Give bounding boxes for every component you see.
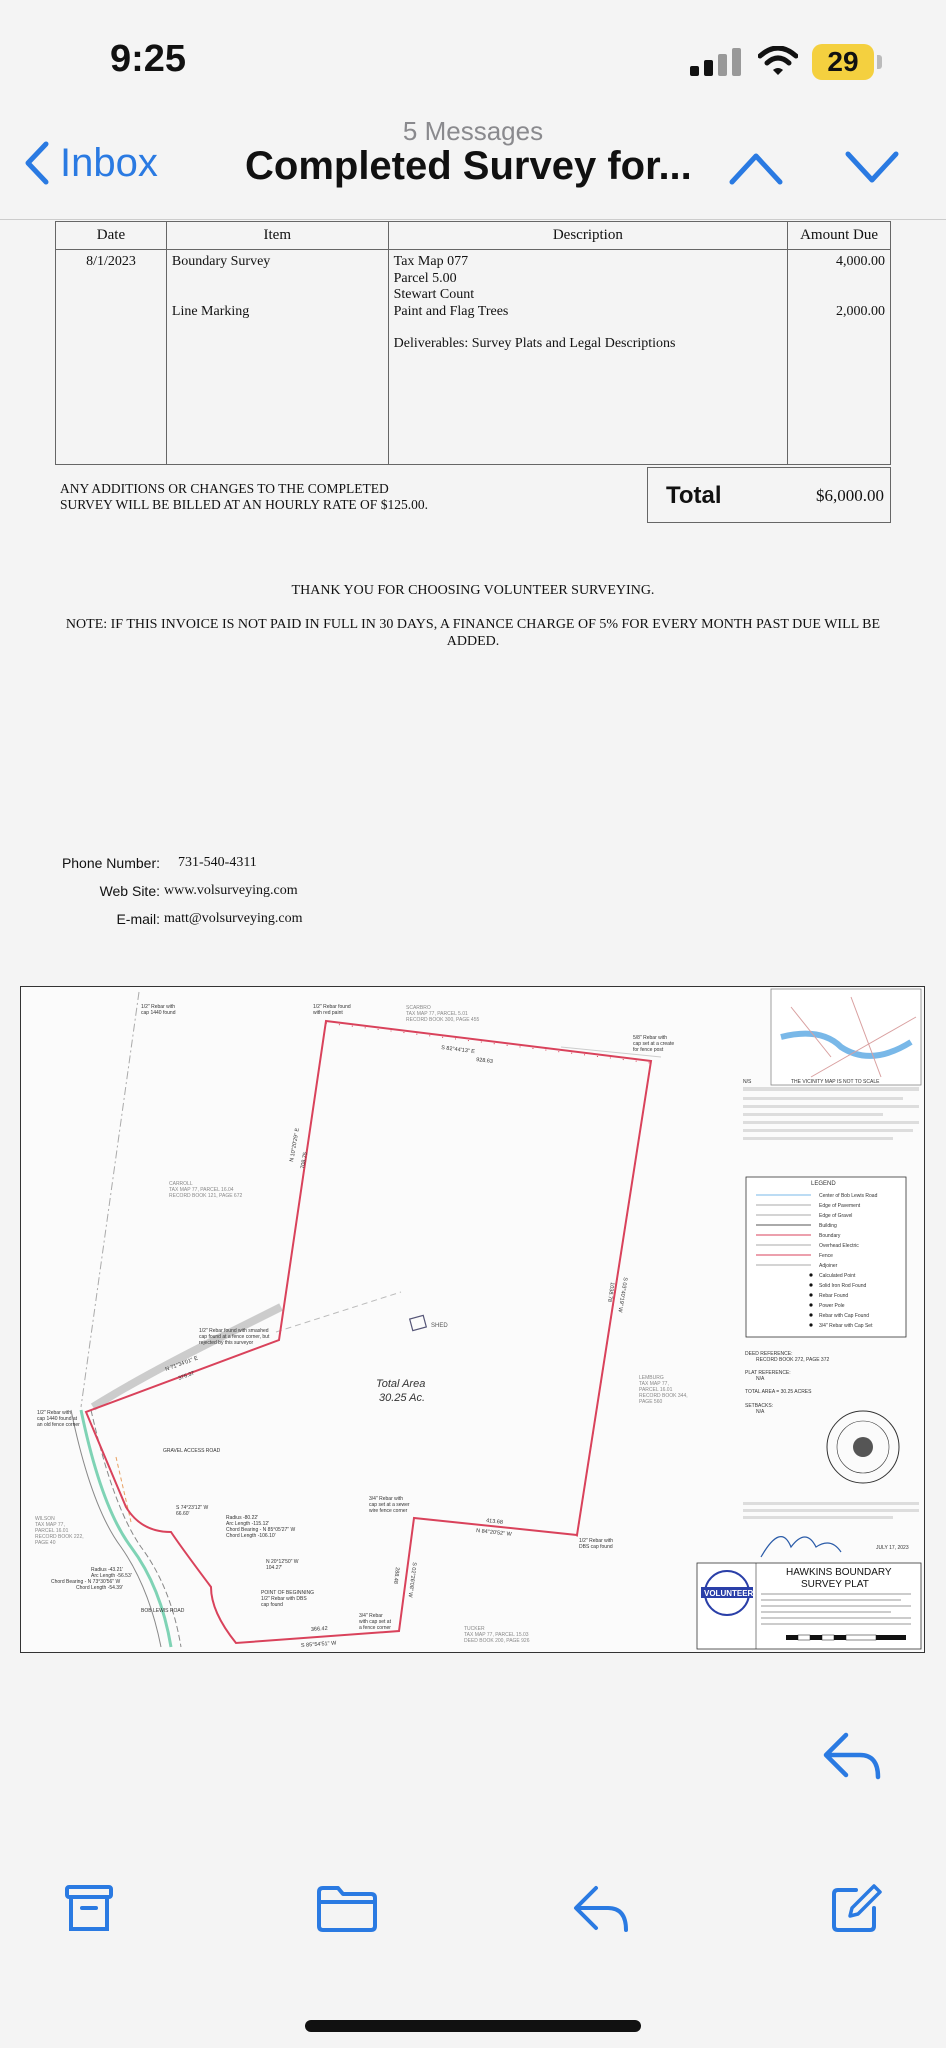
header-amount: Amount Due	[788, 222, 891, 250]
phone-value[interactable]: 731-540-4311	[178, 855, 257, 870]
total-box	[647, 467, 891, 523]
desc-2: Parcel 5.00	[393, 270, 457, 286]
curve-2: Radius -80.22'	[226, 1515, 259, 1521]
note-rebar-nw-2: cap 1440 found	[141, 1010, 176, 1016]
home-indicator	[305, 2020, 641, 2032]
legend-item-label: Fence	[819, 1253, 833, 1259]
distance-bottom-l: 366.42	[310, 1625, 328, 1633]
setbacks-2: N/A	[756, 1409, 765, 1415]
archive-button[interactable]	[64, 1884, 114, 1934]
note-rebar-far-w: 1/2" Rebar with	[37, 1410, 72, 1416]
legend-item-label: Edge of Pavement	[819, 1203, 861, 1209]
owner-right-3: PARCEL 16.01	[639, 1387, 673, 1393]
curve-1: S 74°23'12" W	[176, 1505, 209, 1511]
note-pob-3: cap found	[261, 1602, 283, 1608]
owner-right: LEMBURG	[639, 1375, 664, 1381]
amount-2: 2,000.00	[836, 303, 885, 319]
note-rebar-ne-2: cap set at a create	[633, 1041, 675, 1047]
additions-note	[60, 481, 428, 513]
note-rebar-ne: 5/8" Rebar with	[633, 1035, 668, 1041]
folder-button[interactable]	[316, 1884, 378, 1934]
logo-text: VOLUNTEER	[704, 1589, 754, 1598]
survey-plat-drawing	[21, 987, 923, 1651]
owner-right-4: RECORD BOOK 344,	[639, 1393, 688, 1399]
header-description: Description	[388, 222, 787, 250]
wifi-icon	[758, 46, 798, 76]
date-value: 8/1/2023	[86, 254, 136, 269]
web-label: Web Site:	[99, 883, 160, 899]
cell-date	[56, 250, 167, 465]
scale-bar	[786, 1635, 906, 1640]
setbacks: SETBACKS:	[745, 1403, 774, 1409]
owner-sw-4: RECORD BOOK 222,	[35, 1534, 84, 1540]
curve-3b: 104.27'	[266, 1565, 283, 1571]
deed-reference-2: RECORD BOOK 272, PAGE 372	[756, 1357, 830, 1363]
deed-reference: DEED REFERENCE:	[745, 1351, 793, 1357]
additions-note-line-2: SURVEY WILL BE BILLED AT AN HOURLY RATE OF $125.00.	[60, 497, 428, 512]
note-rebar-se: 1/2" Rebar with	[579, 1538, 614, 1544]
invoice-header-row	[56, 222, 891, 250]
legend-item-label: Boundary	[819, 1233, 841, 1239]
legend-item-label: Center of Bob Lewis Road	[819, 1193, 878, 1199]
note-rebar-top-2: with red paint	[313, 1010, 343, 1016]
header-date: Date	[56, 222, 167, 250]
item-2: Line Marking	[171, 303, 250, 319]
distance-w: 376.37	[177, 1370, 196, 1382]
curve-2d: Chord Length -106.10'	[226, 1533, 276, 1539]
bearing-vertical: S 02°26'08" W	[406, 1561, 417, 1598]
cell-item	[166, 250, 388, 465]
legend-item-label: Building	[819, 1223, 837, 1229]
finance-note: NOTE: IF THIS INVOICE IS NOT PAID IN FULL IN 30 DAYS, A FINANCE CHARGE OF 5% FOR EVERY MONTH PAST DUE WILL BE ADDED.	[65, 617, 881, 649]
bearing-w: N 71°34'01" E	[164, 1355, 199, 1373]
total-value: $6,000.00	[816, 486, 884, 505]
distance-right: 1038.78	[605, 1281, 615, 1303]
next-message-button[interactable]	[844, 150, 900, 186]
total-area-note: TOTAL AREA = 30.25 ACRES	[745, 1389, 812, 1395]
shed-label: SHED	[431, 1323, 448, 1329]
header-item: Item	[166, 222, 388, 250]
distance-vertical: 288.48	[391, 1566, 400, 1585]
legend-title: LEGEND	[811, 1181, 836, 1187]
distance-top: 928.63	[475, 1057, 494, 1066]
owner-right-2: TAX MAP 77,	[639, 1381, 669, 1387]
note-pin-mid: 3/4" Rebar with	[369, 1496, 404, 1502]
bearing-left: N 10°20'29" E	[289, 1127, 301, 1163]
status-bar	[0, 0, 946, 120]
owner-right-5: PAGE 560	[639, 1399, 663, 1405]
legend-item-label: Power Pole	[819, 1303, 845, 1309]
message-count: 5 Messages	[402, 116, 544, 146]
invoice-table	[55, 221, 891, 465]
distance-left: 708.75	[300, 1151, 309, 1170]
battery-icon: 29	[812, 44, 874, 80]
distance-bottom-r: 413.68	[485, 1518, 504, 1526]
owner-left-3: RECORD BOOK 121, PAGE 672	[169, 1193, 243, 1199]
legend-marker	[809, 1313, 812, 1316]
owner-top-3: RECORD BOOK 300, PAGE 455	[406, 1017, 480, 1023]
note-rebar-nw: 1/2" Rebar with	[141, 1004, 176, 1010]
cell-amount	[788, 250, 891, 465]
plat-area-label: Total Area	[376, 1378, 426, 1390]
owner-sw-2: TAX MAP 77,	[35, 1522, 65, 1528]
owner-left: CARROLL	[169, 1181, 193, 1187]
email-label: E-mail:	[116, 911, 160, 927]
owner-top-2: TAX MAP 77, PARCEL 5.01	[406, 1011, 468, 1017]
back-button[interactable]	[22, 140, 158, 186]
bearing-bottom-r: N 84°20'52" W	[475, 1528, 513, 1538]
curve-3: N 20°12'50" W	[266, 1559, 299, 1565]
thanks-note: THANK YOU FOR CHOOSING VOLUNTEER SURVEYING.	[291, 583, 655, 598]
invoice-row	[56, 250, 891, 465]
note-rebar-far-w-2: cap 1440 found at	[37, 1416, 78, 1422]
north-note: N/S	[743, 1079, 752, 1085]
legend-marker	[809, 1303, 812, 1306]
owner-bottom-3: DEED BOOK 200, PAGE 926	[464, 1638, 530, 1644]
note-pin-mid-3: wire fence corner	[369, 1508, 408, 1514]
curve-4: Radius -43.21'	[91, 1567, 124, 1573]
plat-date: JULY 17, 2023	[876, 1545, 909, 1551]
legend-item-label: Rebar Found	[819, 1293, 849, 1299]
note-pin-mid-2: cap set at a sewer	[369, 1502, 410, 1508]
legend-item-label: Calculated Point	[819, 1273, 856, 1279]
back-label: Inbox	[60, 140, 158, 185]
desc-1: Tax Map 077	[393, 254, 469, 269]
owner-left-2: TAX MAP 77, PARCEL 16.04	[169, 1187, 234, 1193]
legend-item-label: Edge of Gravel	[819, 1213, 853, 1219]
curve-2b: Arc Length -115.12'	[226, 1521, 270, 1527]
curve-2c: Chord Bearing - N 85°05'27" W	[226, 1527, 296, 1533]
compose-button[interactable]	[830, 1884, 882, 1934]
reply-icon[interactable]	[822, 1731, 882, 1783]
plat-reference-2: N/A	[756, 1376, 765, 1382]
phone-label: Phone Number:	[61, 855, 160, 871]
cellular-signal-icon	[690, 48, 741, 76]
owner-sw: WILSON	[35, 1516, 55, 1522]
note-rebar-top: 1/2" Rebar found	[313, 1004, 351, 1010]
curve-1b: 66.60'	[176, 1511, 190, 1517]
plat-title-2: SURVEY PLAT	[801, 1579, 869, 1590]
chevron-left-icon	[22, 140, 50, 186]
legend-marker	[809, 1283, 812, 1286]
email-link[interactable]: matt@volsurveying.com	[164, 911, 303, 926]
nav-title: Completed Survey for...	[245, 144, 692, 188]
note-pin-low: 3/4" Rebar	[359, 1613, 383, 1619]
message-body	[0, 221, 946, 1821]
reply-button[interactable]	[572, 1884, 630, 1934]
legend-item-label: 3/4" Rebar with Cap Set	[819, 1323, 873, 1329]
note-rebar-ne-3: for fence post	[633, 1047, 664, 1053]
note-rebar-w: 1/2" Rebar found with smashed	[199, 1328, 269, 1334]
note-pin-low-3: a fence corner	[359, 1625, 391, 1631]
owner-top: SCARBRO	[406, 1005, 431, 1011]
note-pob-2: 1/2" Rebar with DBS	[261, 1596, 307, 1602]
owner-sw-5: PAGE 40	[35, 1540, 56, 1546]
desc-4: Paint and Flag Trees	[393, 303, 509, 319]
bearing-bottom-l: S 85°54'51" W	[300, 1640, 337, 1649]
legend-marker	[809, 1293, 812, 1296]
road-label: BOB LEWIS ROAD	[141, 1608, 185, 1614]
total-label: Total	[666, 482, 722, 509]
additions-note-line-1: ANY ADDITIONS OR CHANGES TO THE COMPLETED	[60, 481, 389, 496]
note-pob: POINT OF BEGINNING	[261, 1590, 314, 1596]
note-pin-low-2: with cap set at	[359, 1619, 391, 1625]
owner-bottom: TUCKER	[464, 1626, 485, 1632]
note-rebar-w-3: rejected by this surveyor	[199, 1340, 254, 1346]
legend-item-label: Solid Iron Rod Found	[819, 1283, 867, 1289]
curve-4c: Chord Bearing - N 73°30'56" W	[51, 1579, 121, 1585]
curve-4d: Chord Length -54.39'	[76, 1585, 123, 1591]
gravel-road-label: GRAVEL ACCESS ROAD	[163, 1448, 221, 1454]
bearing-top: S 82°44'13" E	[440, 1045, 476, 1056]
plat-area-value: 30.25 Ac.	[379, 1392, 426, 1404]
note-rebar-se-2: DBS cap found	[579, 1544, 613, 1550]
nav-bar	[0, 110, 946, 220]
plat-reference: PLAT REFERENCE:	[745, 1370, 791, 1376]
survey-notes-block	[743, 1087, 919, 1140]
note-rebar-w-2: cap found at a fence corner, but	[199, 1334, 270, 1340]
owner-bottom-2: TAX MAP 77, PARCEL 15.03	[464, 1632, 529, 1638]
curve-4b: Arc Length -56.53'	[91, 1573, 132, 1579]
legend-item-label: Rebar with Cap Found	[819, 1313, 870, 1319]
survey-plat-image[interactable]	[20, 986, 925, 1653]
previous-message-button[interactable]	[728, 150, 784, 186]
note-rebar-far-w-3: an old fence corner	[37, 1422, 80, 1428]
owner-sw-3: PARCEL 16.01	[35, 1528, 69, 1534]
amount-1: 4,000.00	[836, 254, 885, 269]
status-time: 9:25	[110, 38, 187, 80]
desc-5: Deliverables: Survey Plats and Legal Descriptions	[393, 336, 676, 351]
legend-marker	[809, 1273, 812, 1276]
legend-item-label: Adjoiner	[819, 1263, 838, 1269]
signature	[761, 1537, 841, 1557]
vicinity-note: THE VICINITY MAP IS NOT TO SCALE	[791, 1079, 880, 1085]
plat-title-1: HAWKINS BOUNDARY	[786, 1567, 892, 1578]
web-link[interactable]: www.volsurveying.com	[164, 883, 298, 898]
battery-tip	[877, 55, 882, 69]
cell-description	[388, 250, 787, 465]
legend-item-label: Overhead Electric	[819, 1243, 859, 1249]
legend-marker	[809, 1323, 812, 1326]
item-1: Boundary Survey	[171, 254, 271, 269]
desc-3: Stewart Count	[393, 287, 475, 302]
bearing-right: S 03°40'19" W	[616, 1276, 628, 1313]
